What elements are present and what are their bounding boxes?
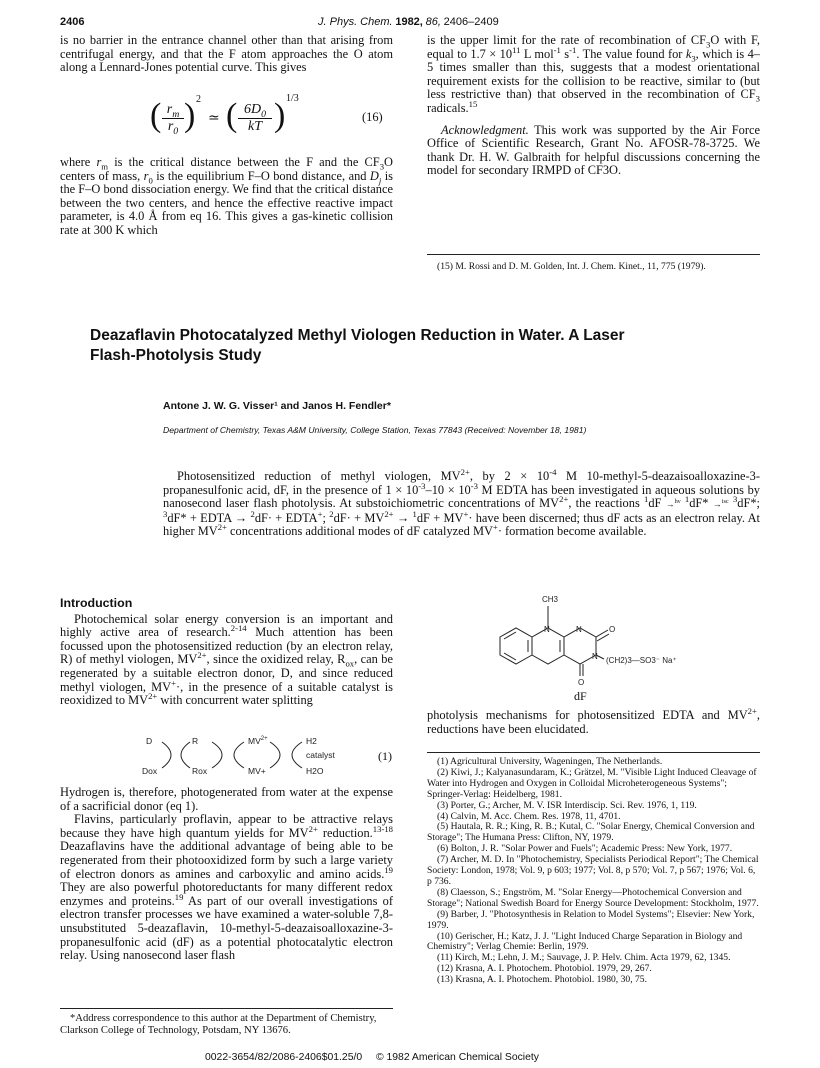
scheme-Rox: Rox [192, 766, 208, 776]
scheme-arc-3 [212, 742, 222, 768]
reference-item: (9) Barber, J. "Photosynthesis in Relation to Model Systems"; Elsevier: New York, 1979. [427, 908, 755, 931]
scheme-H2O: H2O [306, 766, 324, 776]
eq-lhs-den: r [167, 119, 174, 134]
right-para-1: photolysis mechanisms for photosensitized EDTA and $MV^{2+}$, reductions have been elucidated. [427, 705, 760, 736]
intro-left-column [60, 597, 393, 708]
reference-item: (1) Agricultural University, Wageningen, The Netherlands. [437, 756, 663, 767]
eq-lhs-exp: 2 [196, 94, 201, 105]
scheme-D: D [146, 736, 153, 746]
correspondence-note [60, 1013, 393, 1037]
eq-lhs-den-sub: 0 [173, 125, 179, 137]
eq-rhs-num: 6D [243, 102, 262, 117]
eq-lhs-num: r [166, 102, 173, 117]
scheme-arc-2 [181, 742, 190, 768]
eq-lhs-num-sub: m [172, 108, 180, 120]
struct-ch3: CH3 [542, 595, 559, 604]
eq-rhs-exp: 1/3 [286, 93, 299, 104]
reference-item: (7) Archer, M. D. In "Photochemistry, Specialists Periodical Report"; The Chemical Society: London, 1978; Vol. 9, p 603; 1977; Vol. 8, p 570; Vol. 7, p 567; 1976; Vol. 6, p 736. [427, 854, 759, 887]
footnote-15 [427, 262, 760, 273]
eq-rhs-den: kT [248, 119, 262, 134]
prev-article-right-column [427, 34, 760, 178]
footer-code: 0022-3654/82/2086-2406$01.25/0 [205, 1052, 363, 1063]
acknowledgment [427, 124, 760, 178]
benzene-ring [500, 628, 532, 664]
intro-para-1: Photochemical solar energy conversion is an important and highly active area of research.$^{2-14}$ Much attention has been focussed upon the photosensitized reduction (by an electron relay, R) of methyl viologen, $MV^{2+}$, since the oxidized relay, $R_{ox}$, can be regenerated by a suitable electron donor, D, and since reduced methyl viologen, MV+·, in the presence of a suitable catalyst is reoxidized to $MV^{2+}$ with concurrent water splitting [60, 611, 394, 708]
page-number: 2406 [60, 16, 85, 28]
prev-article-left-column [60, 34, 393, 75]
struct-o2: O [609, 625, 616, 634]
references-divider [427, 752, 760, 753]
reference-item: (11) Kirch, M.; Lehn, J. M.; Sauvage, J. P. Helv. Chim. Acta 1979, 62, 1345. [437, 952, 731, 964]
struct-o4: O [578, 678, 585, 687]
authors: Antone J. W. G. Visser¹ and Janos H. Fendler* [163, 400, 391, 412]
struct-n1: N [576, 625, 582, 634]
eq-approx: ≃ [208, 111, 220, 126]
scheme-arc-5 [270, 742, 280, 768]
page-footer [205, 1052, 539, 1063]
scheme-MVplus: MV+ [248, 766, 266, 776]
title-line-1: Deazaflavin Photocatalyzed Methyl Viologen Reduction in Water. A Laser [90, 327, 625, 344]
reference-item: (5) Hautala, R. R.; King, R. B.; Kutal, C. "Solar Energy, Chemical Conversion and Storage"; The Humana Press: Clifton, NY, 1979. [427, 821, 755, 844]
struct-chain: (CH2)3—SO3⁻ Na⁺ [606, 656, 677, 665]
correspondence-text: *Address correspondence to this author at the Department of Chemistry, Clarkson College of Technology, Potsdam, NY 13676. [60, 1013, 377, 1036]
scheme-H2: H2 [306, 736, 317, 746]
scheme-catalyst: catalyst [306, 750, 335, 760]
intro-right-column [427, 705, 760, 736]
ack-label: Acknowledgment. [441, 122, 529, 137]
scheme-number: (1) [378, 749, 392, 763]
intro-left-column-continued [60, 786, 393, 963]
affiliation: Department of Chemistry, Texas A&M University, College Station, Texas 77843 (Received: November 18, 1981) [163, 425, 587, 435]
prev-left-para-1: is no barrier in the entrance channel other than that arising from centrifugal energy, and that the F atom approaches the O atom along a Lennard-Jones potential curve. This gives [60, 33, 393, 75]
equation-16: ( $\frac{r_m}{r_0}$ ) 2 ≃ ( $\frac{6D_0}{kT}$ ) 1/3 (16) [150, 93, 383, 137]
abstract: Photosensitized reduction of methyl viologen, $MV^{2+}$, by $2 \times 10^{-4}$ M 10-methyl-5-deazaisoalloxazine-3-propanesulfonic acid, dF, in the presence of $1 \times 10^{-3}-10 \times 10^{-3}$ M EDTA has been investigated in aqueous solutions by nanosecond laser flash photolysis. At substoichiometric concentrations of $MV^{2+}$, the reactions $^1$dF →$^{h\nu}$ $^1$dF* →$^{isc}$ $^3$dF*; $^3$dF* + EDTA → $^2$dF· + EDTA+; $^2dF\cdot + MV^{2+} \to ^1dF + MV^+\cdot$ have been discerned; thus dF acts as an electron relay. At higher $MV^{2+}$ concentrations additional modes of dF catalyzed MV+· formation become available. [163, 466, 760, 539]
ack-text: This work was supported by the Air Force Office of Scientific Research, Grant No. AFOSR-78-3725. We thank Dr. H. W. Galbraith for helpful discussions concerning the model for secondary IRMPD of CF3O. [427, 122, 760, 178]
reference-item: (2) Kiwi, J.; Kalyanasundaram, K.; Grätzel, M. "Visible Light Induced Cleavage of Water into Hydrogen and Oxygen in Colloidal Microheterogeneous Systems"; Springer-Verlag: Heidelberg, 1981. [427, 766, 757, 800]
journal-volume: 86, [425, 16, 441, 28]
eq-rhs-num-sub: 0 [261, 108, 267, 120]
scheme-1 [140, 730, 395, 780]
reference-item: (3) Porter, G.; Archer, M. V. ISR Interdiscip. Sci. Rev. 1976, 1, 119. [437, 799, 697, 811]
intro-heading: Introduction [60, 596, 133, 610]
prev-left-para-2: where $r_m$ is the critical distance between the F and the $CF_3O$ centers of mass, $r_0$ is the equilibrium F–O bond distance, and $D_j$ is the F–O bond dissociation energy. We find that the critical distance between the two centers, and hence the effective reactive impact parameter, is 4.0 Å from eq 16. This gives a gas-kinetic collision rate at 300 K which [60, 155, 393, 237]
scheme-arc-4 [234, 742, 244, 768]
scheme-arc-6 [292, 742, 302, 768]
dF-structure [470, 592, 720, 702]
title-line-2: Flash-Photolysis Study [90, 347, 262, 364]
scheme-arc-1 [162, 742, 171, 768]
article-title [90, 326, 760, 366]
running-header [318, 16, 499, 28]
reference-item: (12) Krasna, A. I. Photochem. Photobiol. 1979, 29, 267. [437, 963, 652, 975]
ref-15: (15) M. Rossi and D. M. Golden, Int. J. Chem. Kinet., 11, 775 (1979). [437, 261, 706, 272]
reference-item: (10) Gerischer, H.; Katz, J. J. "Light Induced Charge Separation in Biology and Chemistry"; Verlag Chemie: Berlin, 1979. [427, 930, 743, 953]
prev-right-para-1: is the upper limit for the rate of recombination of $CF_3O$ with F, equal to $1.7 \times 10^{11}$ L mol$^{-1}$ $s^{-1}$. The value found for $k_3$, which is 4–5 times smaller than this, suggests that a modest orientational requirement exists for the collision to be reactive, similar to (but less restrictive than) that observed in the recombination of $CF_3$ radicals.$^{15}$ [427, 33, 760, 115]
eq-number-16: (16) [362, 110, 383, 124]
reference-item: (4) Calvin, M. Acc. Chem. Res. 1978, 11, 4701. [437, 810, 621, 822]
references-list [427, 757, 760, 986]
intro-para-3: Flavins, particularly proflavin, appear to be attractive relays because they have high quantum yields for $MV^{2+}$ reduction.$^{13-18}$ Deazaflavins have the additional advantage of being able to be regenerated from their photooxidized form by such a large variety of electron donors as amines and carboxylic and amino acids.$^{19}$ They are also powerful photoreductants for many different redox enzymes and proteins.$^{19}$ As part of our overall investigations of electron transfer processes we have examined a water-soluble 7,8-unsubstituted 5-deazaflavin, 10-methyl-5-deazaisoalloxazine-3-propanesulfonic acid (dF) as a potential photocatalytic electron relay. Using nanosecond laser flash [60, 812, 393, 963]
footnote-divider-left [60, 1008, 393, 1009]
reference-item: (8) Claesson, S.; Engström, M. "Solar Energy—Photochemical Conversion and Storage"; National Swedish Board for Energy Source Development: Stockholm, 1977. [427, 886, 759, 909]
reference-item: (13) Krasna, A. I. Photochem. Photobiol. 1980, 30, 75. [437, 974, 647, 986]
intro-para-2: Hydrogen is, therefore, photogenerated from water at the expense of a sacrificial donor (eq 1). [60, 785, 393, 813]
footer-copyright: © 1982 American Chemical Society [375, 1052, 539, 1063]
footnote-divider-right [427, 254, 760, 255]
journal-year: 1982, [395, 16, 423, 28]
reference-item: (6) Bolton, J. R. "Solar Power and Fuels"; Academic Press: New York, 1977. [437, 843, 733, 855]
journal-pages: 2406–2409 [443, 16, 499, 28]
struct-label: dF [574, 689, 587, 702]
struct-n3: N [592, 652, 598, 661]
struct-n10: N [544, 625, 550, 634]
scheme-R: R [192, 736, 199, 746]
journal-name: J. Phys. Chem. [318, 16, 393, 28]
scheme-MV2: $MV^{2+}$ [248, 736, 268, 746]
scheme-Dox: Dox [142, 766, 158, 776]
